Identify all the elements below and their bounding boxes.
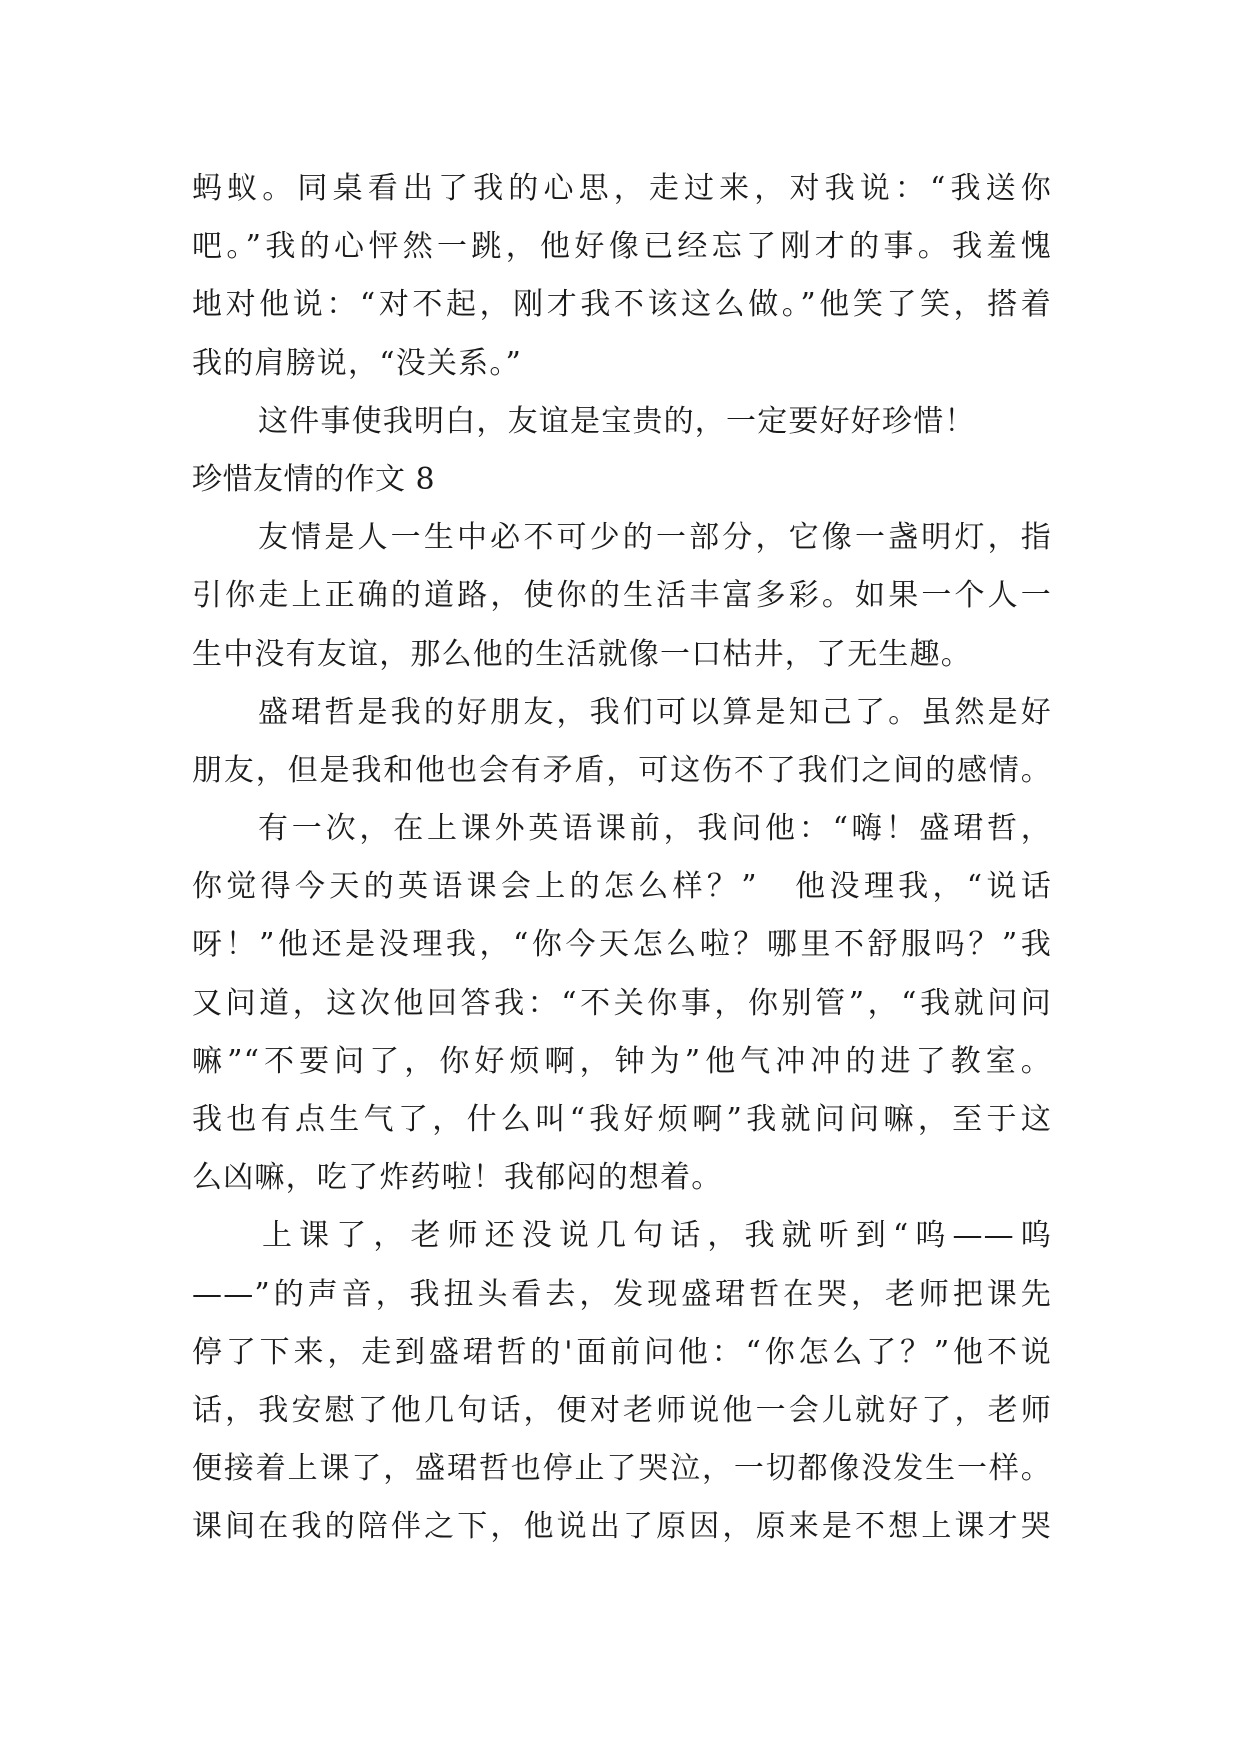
text-line: 有一次，在上课外英语课前，我问他：“嗨！盛珺哲， xyxy=(258,811,1052,847)
text-line: 蚂蚁。同桌看出了我的心思，走过来，对我说：“我送你 xyxy=(192,171,1052,206)
text-line: 这件事使我明白，友谊是宝贵的，一定要好好珍惜！ xyxy=(258,403,976,439)
text-line: 生中没有友谊，那么他的生活就像一口枯井，了无生趣。 xyxy=(192,636,972,672)
text-line: 话，我安慰了他几句话，便对老师说他一会儿就好了，老师 xyxy=(192,1392,1052,1428)
text-line: 嘛”“不要问了，你好烦啊，钟为”他气冲冲的进了教室。 xyxy=(192,1043,1052,1079)
document-page xyxy=(192,160,1052,1557)
text-line: 吧。”我的心怦然一跳，他好像已经忘了刚才的事。我羞愧 xyxy=(192,229,1052,265)
text-line: 便接着上课了，盛珺哲也停止了哭泣，一切都像没发生一样。 xyxy=(192,1451,1052,1487)
text-line: 引你走上正确的道路，使你的生活丰富多彩。如果一个人一 xyxy=(192,578,1052,614)
text-line: 停了下来，走到盛珺哲的'面前问他：“你怎么了？”他不说 xyxy=(192,1334,1052,1370)
section-heading: 珍惜友情的作文 8 xyxy=(192,461,436,497)
text-line: ——”的声音，我扭头看去，发现盛珺哲在哭，老师把课先 xyxy=(192,1276,1052,1312)
text-line: 地对他说：“对不起，刚才我不该这么做。”他笑了笑，搭着 xyxy=(192,287,1052,323)
text-line: 又问道，这次他回答我：“不关你事，你别管”，“我就问问 xyxy=(192,985,1052,1021)
text-line: 你觉得今天的英语课会上的怎么样？” 他没理我，“说话 xyxy=(192,869,1052,905)
text-line: 我的肩膀说，“没关系。” xyxy=(192,345,523,381)
text-line: 课间在我的陪伴之下，他说出了原因，原来是不想上课才哭 xyxy=(192,1509,1052,1545)
text-line: 盛珺哲是我的好朋友，我们可以算是知己了。虽然是好 xyxy=(258,694,1052,730)
text-line: 呀！”他还是没理我，“你今天怎么啦？哪里不舒服吗？”我 xyxy=(192,927,1052,963)
text-line: 我也有点生气了，什么叫“我好烦啊”我就问问嘛，至于这 xyxy=(192,1102,1052,1137)
text-line: 么凶嘛，吃了炸药啦！我郁闷的想着。 xyxy=(192,1160,723,1196)
text-line: 朋友，但是我和他也会有矛盾，可这伤不了我们之间的感情。 xyxy=(192,752,1052,788)
text-line: 友情是人一生中必不可少的一部分，它像一盏明灯，指 xyxy=(258,520,1052,556)
text-line: 上课了，老师还没说几句话，我就听到“呜——呜 xyxy=(262,1218,1052,1254)
